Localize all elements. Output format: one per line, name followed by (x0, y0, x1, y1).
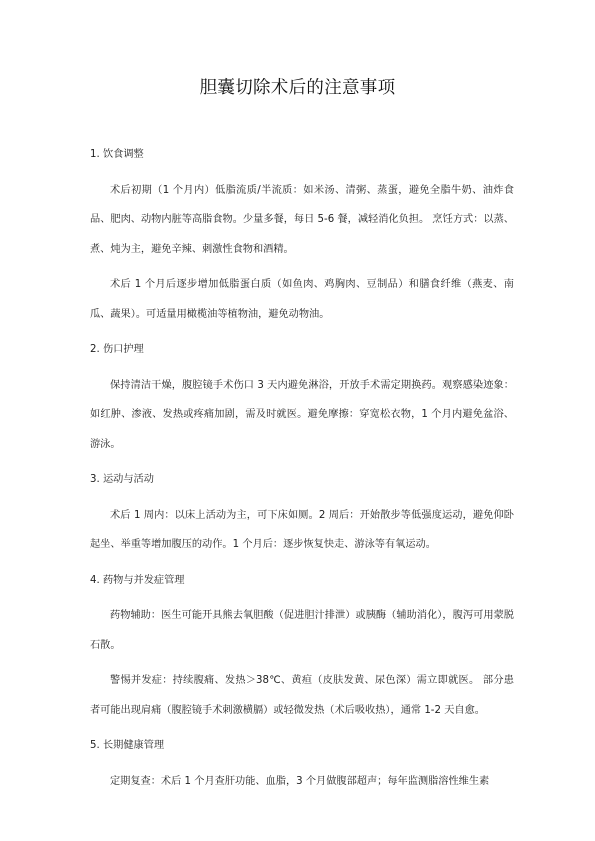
section-long-term (90, 731, 514, 796)
section-heading: 2. 伤口护理 (90, 344, 144, 355)
section-diet (90, 140, 514, 329)
paragraph: 术后 1 周内：以床上活动为主，可下床如厕。2 周后：开始散步等低强度运动，避免仰卧起坐、举重等增加腹压的动作。1 个月后：逐步恢复快走、游泳等有氧运动。 (90, 509, 514, 550)
section-heading: 1. 饮食调整 (90, 149, 144, 160)
document-body (90, 140, 514, 802)
paragraph: 术后初期（1 个月内）低脂流质/半流质：如米汤、清粥、蒸蛋，避免全脂牛奶、油炸食品、肥肉、动物内脏等高脂食物。少量多餐，每日 5-6 餐，减轻消化负担。 烹饪方式：以蒸、煮、炖为主，避免辛辣、刺激性食物和酒精。 (90, 184, 514, 255)
paragraph: 术后 1 个月后逐步增加低脂蛋白质（如鱼肉、鸡胸肉、豆制品）和膳食纤维（燕麦、南瓜、蔬果）。可适量用橄榄油等植物油，避免动物油。 (90, 279, 514, 320)
section-heading: 4. 药物与并发症管理 (90, 574, 185, 586)
section-heading: 5. 长期健康管理 (90, 740, 165, 751)
paragraph: 定期复查：术后 1 个月查肝功能、血脂，3 个月做腹部超声；每年监测脂溶性维生素 (110, 775, 490, 787)
section-wound-care (90, 335, 514, 459)
section-exercise (90, 465, 514, 560)
section-heading: 3. 运动与活动 (90, 474, 154, 485)
paragraph: 药物辅助：医生可能开具熊去氧胆酸（促进胆汁排泄）或胰酶（辅助消化），腹泻可用蒙脱石散。 (90, 610, 514, 651)
section-medication (90, 566, 514, 726)
document-title: 胆囊切除术后的注意事项 (199, 78, 396, 98)
paragraph: 保持清洁干燥，腹腔镜手术伤口 3 天内避免淋浴，开放手术需定期换药。观察感染迹象：如红肿、渗液、发热或疼痛加剧，需及时就医。避免摩擦：穿宽松衣物，1 个月内避免盆浴、游泳。 (90, 379, 514, 450)
paragraph: 警惕并发症：持续腹痛、发热＞38℃、黄疸（皮肤发黄、尿色深）需立即就医。 部分患者可能出现肩痛（腹腔镜手术刺激横膈）或轻微发热（术后吸收热），通常 1-2 天自愈。 (90, 675, 514, 716)
